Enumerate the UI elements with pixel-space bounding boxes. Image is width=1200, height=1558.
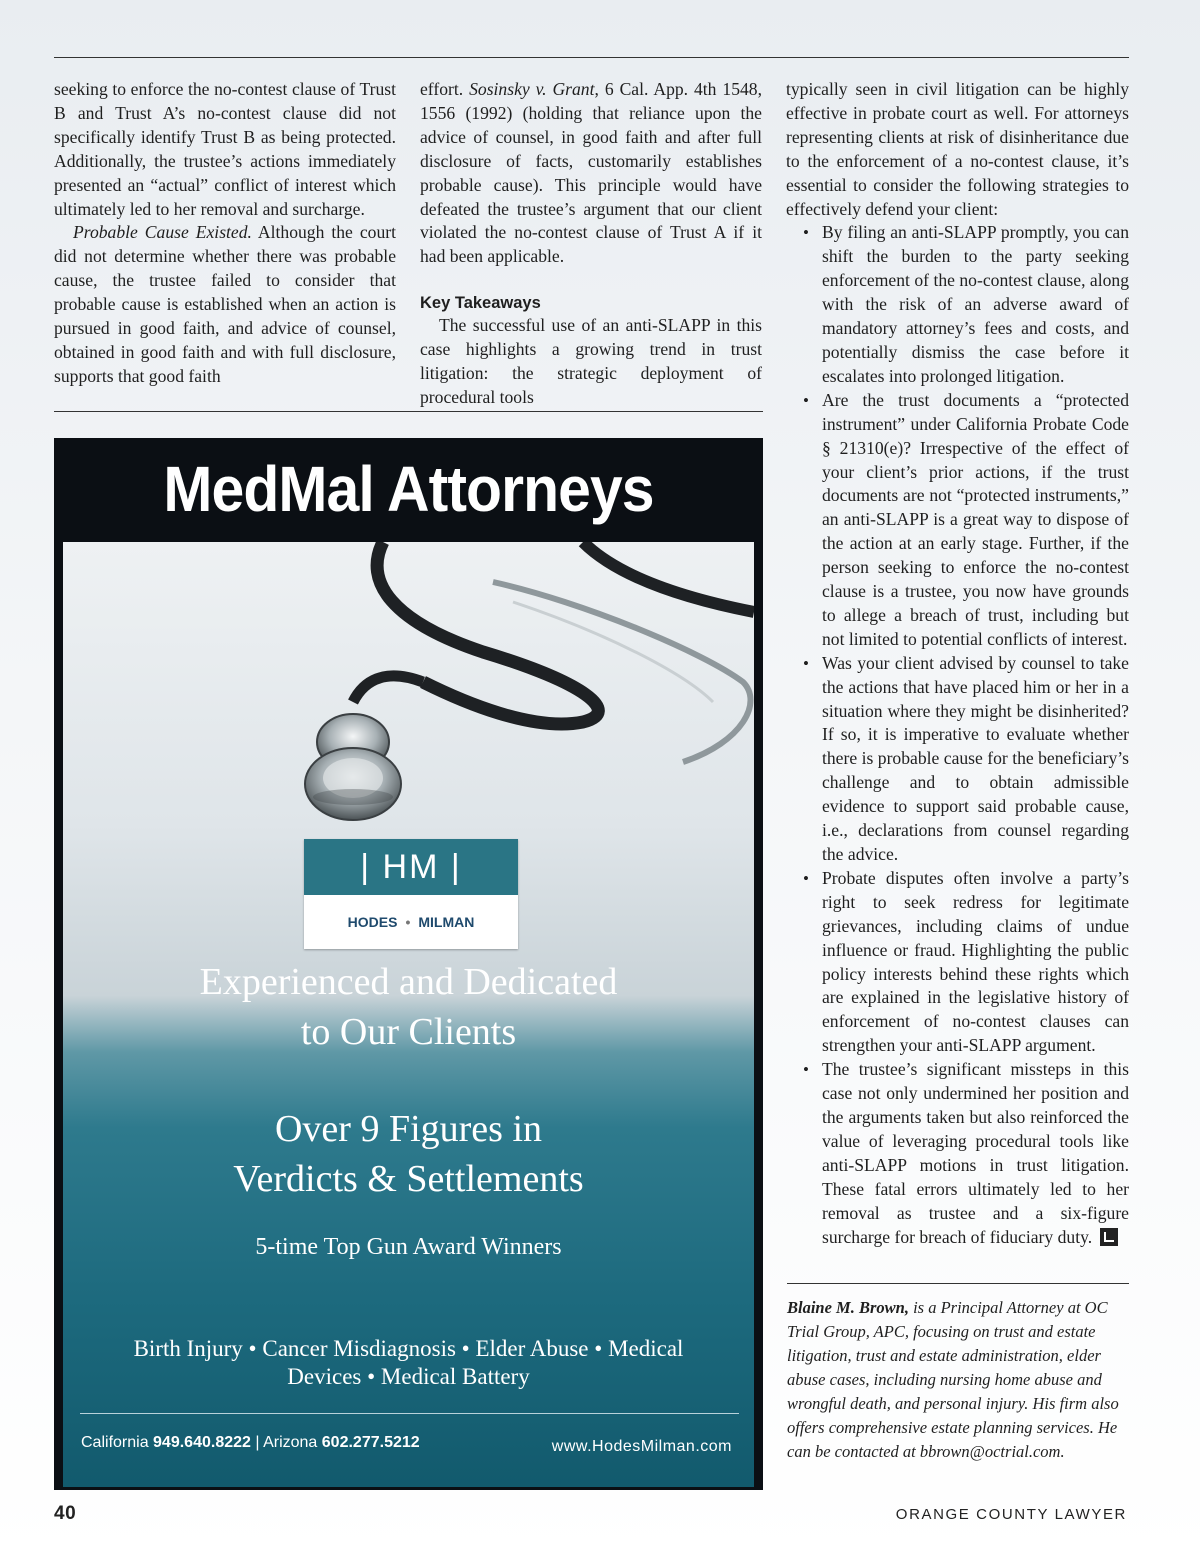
list-item-text: Are the trust documents a “protected instrument” under California Probate Code § 21310(e)? Irrespective of the effect of your client’s prior actions, if the trust documents are not “protected instruments,” an anti-SLAPP is a great way to dispose of the action at an early stage. Further, if the person seeking to enforce the no-contest clause is a trustee, you now have grounds to allege a breach of trust, including but not limited to potential conflicts of interest. [822,389,1129,649]
col3-paragraph-1: typically seen in civil litigation can be highly effective in probate court as well. For attorneys representing clients at risk of disinheritance due to the enforcement of a no-contest clause, it’s essential to consider the following strategies to effectively defend your client: [786,79,1129,219]
practice-line-1: Birth Injury • Cancer Misdiagnosis • Elder Abuse • Medical [133,1336,684,1361]
logo-mark: | HM | [304,839,518,895]
award-line: 5-time Top Gun Award Winners [255,1234,562,1260]
col2-p1-b: , 6 Cal. App. 4th 1548, 1556 (1992) (holding that reliance upon the advice of counsel, in good faith and after full disclosure of facts, customarily establishes probable cause). This principle would have defeated the trustee’s argument that our client violated the no-contest clause of Trust A if it had been applicable. [420,79,762,267]
arizona-phone[interactable]: 602.277.5212 [321,1434,420,1451]
page-number: 40 [54,1503,77,1524]
phone-separator: | [250,1434,264,1451]
col2-paragraph-1 [420,78,762,269]
list-item [786,389,1129,652]
top-rule [54,57,1129,58]
figures-claim [63,1104,754,1204]
col2-p1-a: effort. [420,79,470,99]
hodes-milman-logo [304,839,518,949]
author-bio-text: is a Principal Attorney at OC Trial Group, APC, focusing on trust and estate litigation, trust and estate administration, elder abuse cases, including nursing home abuse and wrongful death, and personal injury. His firm also offers comprehensive estate planning services. He can be contacted at bbrown@octrial.com. [787,1298,1119,1461]
probable-cause-lead: Probable Cause Existed. [73,222,252,243]
california-phone[interactable]: 949.640.8222 [153,1434,251,1451]
magazine-name: ORANGE COUNTY LAWYER [895,1506,1127,1523]
tagline-line-1: Experienced and Dedicated [199,961,618,1003]
stethoscope-image [63,542,754,872]
ad-divider [80,1413,739,1414]
bullet: • [803,1060,809,1080]
list-item-text: By filing an anti-SLAPP promptly, you can shift the burden to the party seeking enforcement of the no-contest clause, along with the risk of an adverse award of mandatory attorney’s fees and costs, and potentially dismiss the case before it escalates into prolonged litigation. [822,222,1129,386]
logo-dot: • [405,914,411,930]
col2-paragraph-2: The successful use of an anti-SLAPP in this case highlights a growing trend in trust litigation: the strategic deployment of procedural tools [420,315,762,407]
bullet: • [803,390,809,410]
strategy-list [786,221,1129,1249]
key-takeaways-heading: Key Takeaways [420,294,541,313]
bullet: • [803,653,809,673]
list-item [786,652,1129,867]
case-citation: Sosinsky v. Grant [469,79,595,99]
list-item [786,1058,1129,1249]
logo-wordmark [304,895,518,949]
column-1 [54,78,396,389]
mid-rule [54,411,763,412]
tagline-line-2: to Our Clients [300,1011,517,1053]
bio-rule [787,1283,1129,1284]
col1-paragraph-2 [54,221,396,388]
tagline [63,957,754,1057]
practice-areas [63,1335,754,1391]
end-mark-icon [1100,1228,1118,1246]
list-item [786,221,1129,388]
col1-paragraph-1: seeking to enforce the no-contest clause of Trust B and Trust A’s no-contest clause did not specifically identify Trust B as being protected. Additionally, the trustee’s actions immediately presented an “actual” conflict of interest which ultimately led to her removal and surcharge. [54,79,396,219]
list-item-text: Was your client advised by counsel to take the actions that have placed him or her in a situation where they might be disinherited? If so, it is imperative to evaluate whether there is probable cause for the beneficiary’s challenge and to obtain admissible evidence to support said probable cause, i.e., declarations from counsel regarding the advice. [822,652,1129,864]
list-item [786,867,1129,1058]
practice-line-2: Devices • Medical Battery [287,1364,530,1389]
author-bio [787,1296,1132,1464]
logo-name-1: HODES [347,914,398,930]
arizona-label: Arizona [263,1434,322,1451]
ad-panel [63,542,754,1487]
bullet: • [803,223,809,243]
column-3 [786,78,1129,1249]
figures-line-2: Verdicts & Settlements [233,1158,584,1200]
advertisement [54,438,763,1490]
bullet: • [803,868,809,888]
col1-paragraph-2-body: Although the court did not determine whether there was probable cause, the trustee failed to consider that probable cause is established when an action is pursued in good faith, and advice of counsel, obtained in good faith and with full disclosure, supports that good faith [54,222,396,386]
list-item-text: The trustee’s significant missteps in this case not only undermined her position and the arguments taken but also reinforced the value of leveraging procedural tools like anti-SLAPP motions in trust litigation. These fatal errors ultimately led to her removal as trustee and a six-figure surcharge for breach of fiduciary duty. [822,1059,1129,1247]
ad-website-link[interactable]: www.HodesMilman.com [551,1438,732,1455]
column-2 [420,78,762,410]
ad-phone-numbers [81,1434,420,1452]
figures-line-1: Over 9 Figures in [274,1108,543,1150]
logo-name-2: MILMAN [418,914,475,930]
author-name: Blaine M. Brown, [787,1298,909,1317]
california-label: California [81,1434,154,1451]
list-item-text: Probate disputes often involve a party’s right to seek redress for legitimate grievances, including claims of undue influence or fraud. Highlighting the public policy interests behind these rights which are explained in the legislative history of enforcement of no-contest clauses can strengthen your anti-SLAPP argument. [822,867,1129,1056]
ad-title: MedMal Attorneys [163,453,654,525]
